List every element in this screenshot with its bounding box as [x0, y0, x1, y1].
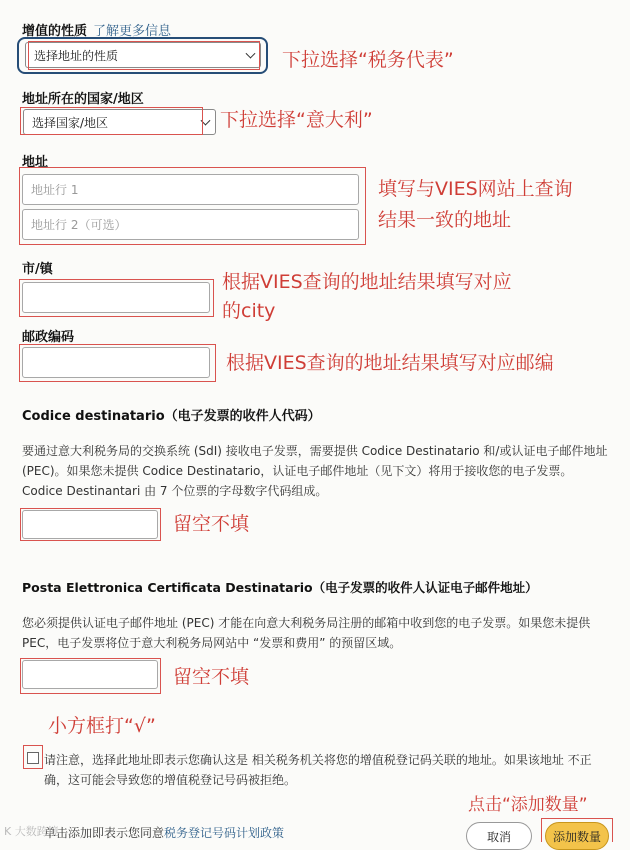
policy-link[interactable]: 税务登记号码计划政策	[164, 826, 285, 840]
codice-description: 要通过意大利税务局的交换系统 (SdI) 接收电子发票，需要提供 Codice Destinatario 和/或认证电子邮件地址 (PEC)。如果您未提供 Codice Destinatario，认证电子邮件地址（见下文）将用于接收您的电子发票。Codice Destinantari 由 7 个位票的字母数字代码组成。	[22, 444, 608, 498]
codice-highlight	[20, 508, 161, 541]
annotation-add: 点击“添加数量”	[468, 795, 588, 815]
pec-title: Posta Elettronica Certificata Destinatario（电子发票的收件人认证电子邮件地址）	[22, 580, 538, 595]
annotation-address-line1: 填写与VIES网站上查询	[378, 178, 573, 200]
footer-consent-text: 单击添加即表示您同意	[44, 826, 165, 840]
cancel-button[interactable]: 取消	[466, 822, 532, 850]
watermark: K 大数跨境	[4, 825, 59, 838]
address-label: 地址	[22, 155, 49, 170]
vat-type-highlight	[28, 41, 260, 70]
add-button[interactable]: 添加数量	[545, 822, 609, 850]
address-line1-input[interactable]: 地址行 1	[22, 174, 359, 205]
annotation-city-line1: 根据VIES查询的地址结果填写对应	[222, 271, 512, 293]
codice-title: Codice destinatario（电子发票的收件人代码）	[22, 409, 321, 424]
annotation-country: 下拉选择“意大利”	[220, 109, 373, 131]
learn-more-link[interactable]: 了解更多信息	[93, 24, 172, 39]
country-select-value: 选择国家/地区	[32, 115, 109, 130]
footer-text	[44, 823, 284, 843]
address-line2-input[interactable]: 地址行 2（可选）	[22, 209, 359, 240]
annotation-pec: 留空不填	[173, 666, 250, 688]
postal-label: 邮政编码	[22, 330, 75, 345]
confirm-text: 请注意，选择此地址即表示您确认这是 相关税务机关将您的增值税登记码关联的地址。如果该地址 不正确，这可能会导致您的增值税登记号码被拒绝。	[44, 753, 592, 787]
country-highlight	[20, 107, 203, 135]
vat-type-label: 增值的性质 了解更多信息	[22, 24, 172, 39]
pec-description: 您必须提供认证电子邮件地址 (PEC) 才能在向意大利税务局注册的邮箱中收到您的电子发票。如果您未提供 PEC，电子发票将位于意大利税务局网站中 “发票和费用” 的预留区域。	[22, 616, 591, 650]
annotation-address	[378, 177, 573, 233]
annotation-vat-type: 下拉选择“税务代表”	[282, 49, 454, 71]
postal-highlight	[19, 344, 216, 382]
country-label: 地址所在的国家/地区	[22, 92, 144, 107]
address-highlight	[19, 167, 366, 245]
annotation-postal: 根据VIES查询的地址结果填写对应邮编	[226, 352, 554, 374]
city-highlight	[19, 279, 214, 317]
annotation-checkbox: 小方框打“√”	[48, 715, 156, 737]
vat-type-select-value: 选择地址的性质	[34, 48, 119, 63]
pec-highlight	[20, 658, 161, 694]
city-label: 市/镇	[22, 262, 53, 277]
add-button-highlight	[541, 818, 613, 842]
confirm-checkbox[interactable]	[27, 752, 39, 764]
annotation-city	[222, 270, 512, 324]
annotation-codice: 留空不填	[173, 513, 250, 535]
annotation-address-line2: 结果一致的地址	[378, 209, 512, 231]
annotation-city-line2: 的city	[222, 300, 276, 322]
